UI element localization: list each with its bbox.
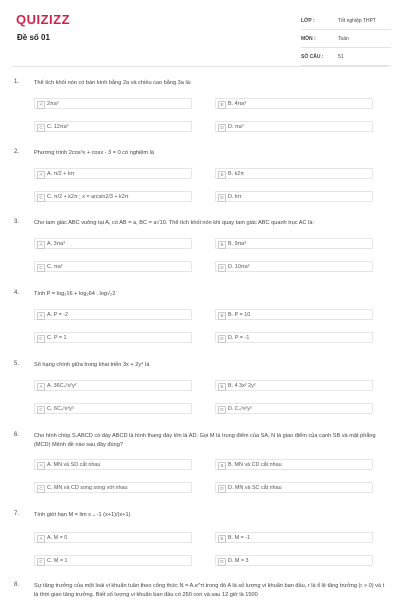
- meta-label: MÔN :: [301, 35, 316, 42]
- question-text: Cho hình chóp S.ABCD có đáy ABCD là hình thang đáy lớn là AD. Gọi M là trung điểm của SA, N là giao điểm của cạnh SB và mặt phẳng (MCD) Mệnh đề nào sau đây đúng?: [34, 433, 376, 448]
- question-number: 3.: [14, 219, 20, 225]
- option-letter: D: [218, 558, 226, 566]
- question-number: 4.: [14, 290, 20, 296]
- option-a[interactable]: [34, 168, 192, 179]
- option-text: D. πa³: [228, 123, 244, 130]
- meta-row-count: [301, 48, 391, 66]
- option-c[interactable]: [34, 403, 192, 414]
- option-b[interactable]: [215, 532, 373, 543]
- option-c[interactable]: [34, 332, 192, 343]
- question-text: Số hạng chính giữa trong khai triển 3x + 2y⁴ là: [34, 362, 150, 368]
- option-c[interactable]: [34, 261, 192, 272]
- option-a[interactable]: [34, 98, 192, 109]
- option-letter: A: [37, 101, 45, 109]
- option-text: D. C₄²x²y²: [228, 405, 252, 412]
- meta-value: Toán: [338, 35, 349, 42]
- option-letter: C: [37, 264, 45, 272]
- option-letter: C: [37, 406, 45, 414]
- meta-row-class: [301, 12, 391, 30]
- option-letter: C: [37, 335, 45, 343]
- option-text: A. MN và SD cắt nhau: [47, 461, 101, 468]
- option-d[interactable]: [215, 482, 373, 493]
- meta-value: Tốt nghiệp THPT: [338, 17, 376, 24]
- question-text: Sự tăng trưởng của một loài vi khuẩn tuân theo công thức N = A.e^rt trong đó A là số lượng vi khuẩn ban đầu, r là tỉ lệ tăng trưởng (r > 0) và t là thời gian tăng trưởng. Biết số lượng vi khuẩn ban đầu có 250 con và sau 12 giờ là 1500: [34, 583, 385, 598]
- exam-meta: [301, 12, 391, 66]
- option-text: C. πa³: [47, 263, 63, 270]
- option-text: B. 9πa³: [228, 240, 247, 247]
- header-divider: [12, 66, 388, 67]
- option-b[interactable]: [215, 238, 373, 249]
- option-text: A. M = 0: [47, 534, 68, 541]
- question-text: Phương trình 2cos²x + cosx - 3 = 0 có nghiệm là: [34, 150, 154, 156]
- quizizz-logo: QUIZIZZ: [16, 12, 71, 27]
- option-text: C. M = 1: [47, 557, 68, 564]
- option-letter: A: [37, 535, 45, 543]
- question-text: Thể tích khối nón có bán kính bằng 2a và chiều cao bằng 3a là:: [34, 80, 192, 86]
- option-a[interactable]: [34, 532, 192, 543]
- question-number: 6.: [14, 432, 20, 438]
- option-letter: B: [218, 535, 226, 543]
- option-letter: C: [37, 558, 45, 566]
- option-letter: B: [218, 383, 226, 391]
- option-b[interactable]: [215, 309, 373, 320]
- option-a[interactable]: [34, 238, 192, 249]
- option-b[interactable]: [215, 459, 373, 470]
- option-letter: C: [37, 194, 45, 202]
- option-b[interactable]: [215, 380, 373, 391]
- option-text: D. MN và SC cắt nhau: [228, 484, 282, 491]
- option-letter: D: [218, 485, 226, 493]
- question-text: Tính P = log₂16 + log₂64 . log√₂2: [34, 291, 116, 297]
- meta-row-subject: [301, 30, 391, 48]
- option-d[interactable]: [215, 261, 373, 272]
- option-text: B. MN và CD cắt nhau: [228, 461, 282, 468]
- option-letter: D: [218, 335, 226, 343]
- option-letter: D: [218, 194, 226, 202]
- option-text: B. 4 3x² 2y²: [228, 382, 256, 389]
- meta-label: SỐ CÂU :: [301, 53, 324, 60]
- option-text: B. k2π: [228, 170, 245, 177]
- question-number: 1.: [14, 79, 20, 85]
- option-d[interactable]: [215, 191, 373, 202]
- option-letter: A: [37, 241, 45, 249]
- option-text: A. P = -2: [47, 311, 69, 318]
- meta-label: LỚP :: [301, 17, 315, 24]
- option-a[interactable]: [34, 309, 192, 320]
- exam-title: Đề số 01: [17, 33, 50, 42]
- option-letter: A: [37, 462, 45, 470]
- option-a[interactable]: [34, 459, 192, 470]
- option-c[interactable]: [34, 121, 192, 132]
- option-letter: A: [37, 312, 45, 320]
- option-text: D. P = -1: [228, 334, 250, 341]
- option-letter: B: [218, 241, 226, 249]
- option-c[interactable]: [34, 555, 192, 566]
- option-letter: B: [218, 462, 226, 470]
- option-c[interactable]: [34, 191, 192, 202]
- option-text: D. kπ: [228, 193, 242, 200]
- option-text: C. MN và CD song song với nhau: [47, 484, 128, 491]
- option-text: 2πa³: [47, 100, 59, 107]
- option-text: C. 12πa³: [47, 123, 69, 130]
- option-letter: B: [218, 101, 226, 109]
- option-c[interactable]: [34, 482, 192, 493]
- question-number: 8.: [14, 582, 20, 588]
- option-text: B. 4πa³: [228, 100, 247, 107]
- option-text: C. P = 1: [47, 334, 67, 341]
- option-b[interactable]: [215, 168, 373, 179]
- question-text: Cho tam giác ABC vuông tại A, có AB = a, BC = a√10. Thể tích khối nón khi quay tam giác ABC quanh trục AC là:: [34, 220, 315, 226]
- option-text: B. P = 10: [228, 311, 251, 318]
- option-text: A. π/2 + kπ: [47, 170, 75, 177]
- option-b[interactable]: [215, 98, 373, 109]
- option-text: D. M = 3: [228, 557, 249, 564]
- question-text: Tính giới hạn M = lim x→-1 (x+1)/(x+1): [34, 512, 131, 518]
- question-number: 2.: [14, 149, 20, 155]
- option-letter: A: [37, 383, 45, 391]
- option-text: C. 6C₄²x²y²: [47, 405, 74, 412]
- option-letter: C: [37, 124, 45, 132]
- option-d[interactable]: [215, 121, 373, 132]
- option-text: B. M = -1: [228, 534, 251, 541]
- option-d[interactable]: [215, 555, 373, 566]
- option-letter: D: [218, 124, 226, 132]
- option-letter: C: [37, 485, 45, 493]
- question-number: 5.: [14, 361, 20, 367]
- worksheet-header: [0, 0, 400, 66]
- option-letter: B: [218, 312, 226, 320]
- meta-value: 51: [338, 53, 344, 60]
- option-letter: D: [218, 406, 226, 414]
- option-a[interactable]: [34, 380, 192, 391]
- option-d[interactable]: [215, 332, 373, 343]
- option-text: C. π/2 + k2π ; x = arcsin2/3 + k2π: [47, 193, 129, 200]
- option-text: A. 3πa³: [47, 240, 66, 247]
- option-d[interactable]: [215, 403, 373, 414]
- option-letter: B: [218, 171, 226, 179]
- option-text: A. 36C₄²x²y²: [47, 382, 77, 389]
- option-letter: A: [37, 171, 45, 179]
- option-letter: D: [218, 264, 226, 272]
- option-text: D. 10πa³: [228, 263, 250, 270]
- question-number: 7.: [14, 511, 20, 517]
